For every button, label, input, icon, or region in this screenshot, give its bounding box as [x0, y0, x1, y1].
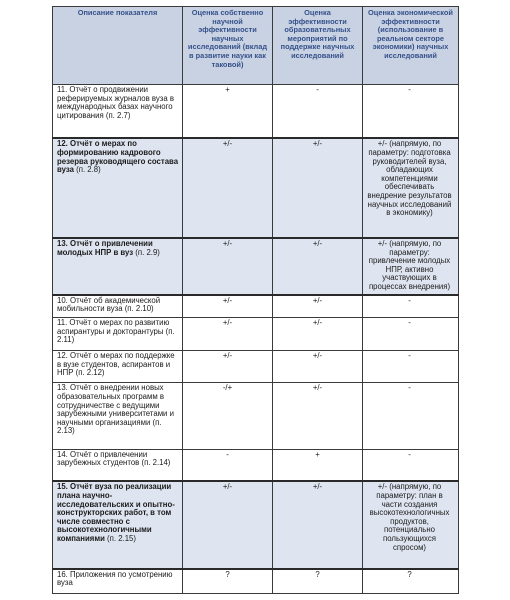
row-educational-value: ? [273, 569, 363, 594]
row-economic-value: - [363, 317, 459, 350]
row-educational-value: +/- [273, 317, 363, 350]
row-scientific-value: +/- [183, 238, 273, 295]
row-scientific-value: +/- [183, 351, 273, 383]
row-scientific-value: +/- [183, 317, 273, 350]
row-economic-value: - [363, 449, 459, 481]
table-row [53, 449, 459, 481]
row-description: 13. Отчёт о привлечении молодых НПР в вуз (п. 2.9) [53, 238, 183, 295]
row-scientific-value: -/+ [183, 383, 273, 449]
row-scientific-value: +/- [183, 295, 273, 318]
header-description: Описание показателя [53, 7, 183, 85]
header-educational-efficiency: Оценка эффективности образовательных мероприятий по поддержке научных исследований [273, 7, 363, 85]
row-economic-value: ? [363, 569, 459, 594]
table-row [53, 295, 459, 318]
row-educational-value: +/- [273, 295, 363, 318]
row-educational-value: +/- [273, 383, 363, 449]
header-scientific-efficiency: Оценка собственно научной эффективности научных исследований (вклад в развитие науки как таковой) [183, 7, 273, 85]
row-description: 12. Отчёт о мерах по поддержке в вузе студентов, аспирантов и НПР (п. 2.12) [53, 351, 183, 383]
row-scientific-value: ? [183, 569, 273, 594]
row-educational-value: +/- [273, 138, 363, 238]
indicators-table [52, 6, 459, 594]
row-educational-value: - [273, 85, 363, 139]
row-description: 11. Отчёт о мерах по развитию аспирантуры и докторантуры (п. 2.11) [53, 317, 183, 350]
header-economic-efficiency: Оценка экономической эффективности (использование в реальном секторе экономики) научных исследований [363, 7, 459, 85]
row-educational-value: +/- [273, 481, 363, 568]
row-educational-value: +/- [273, 238, 363, 295]
row-economic-value: - [363, 351, 459, 383]
table-row [53, 481, 459, 568]
table-row [53, 85, 459, 139]
row-description: 13. Отчёт о внедрении новых образовательных программ в сотрудничестве с ведущими зарубежными университетами и научными организациями (п. 2.13) [53, 383, 183, 449]
table-row [53, 351, 459, 383]
row-scientific-value: + [183, 85, 273, 139]
row-description: 12. Отчёт о мерах по формированию кадрового резерва руководящего состава вуза (п. 2.8) [53, 138, 183, 238]
row-scientific-value: - [183, 449, 273, 481]
row-economic-value: - [363, 295, 459, 318]
row-scientific-value: +/- [183, 481, 273, 568]
row-economic-value: +/- (напрямую, по параметру: привлечение молодых НПР, активно участвующих в процессах внедрения) [363, 238, 459, 295]
table-row [53, 569, 459, 594]
row-economic-value: +/- (напрямую, по параметру: подготовка руководителей вуза, обладающих компетенциями обеспечивать внедрение результатов научных исследований в экономику) [363, 138, 459, 238]
row-description: 10. Отчёт об академической мобильности вуза (п. 2.10) [53, 295, 183, 318]
table-row [53, 317, 459, 350]
table-row [53, 238, 459, 295]
row-description: 11. Отчёт о продвижении реферируемых журналов вуза в международных базах научного цитирования (п. 2.7) [53, 85, 183, 139]
row-economic-value: +/- (напрямую, по параметру: план в части создания высокотехнологичных продуктов, потенциально пользующихся спросом) [363, 481, 459, 568]
row-economic-value: - [363, 383, 459, 449]
row-educational-value: +/- [273, 351, 363, 383]
row-scientific-value: +/- [183, 138, 273, 238]
row-description: 16. Приложения по усмотрению вуза [53, 569, 183, 594]
row-educational-value: + [273, 449, 363, 481]
table-row [53, 138, 459, 238]
row-description: 14. Отчёт о привлечении зарубежных студентов (п. 2.14) [53, 449, 183, 481]
row-description: 15. Отчёт вуза по реализации плана научно-исследовательских и опытно-конструкторских работ, в том числе совместно с высокотехнологичными компаниями (п. 2.15) [53, 481, 183, 568]
row-economic-value: - [363, 85, 459, 139]
table-header-row [53, 7, 459, 85]
table-row [53, 383, 459, 449]
